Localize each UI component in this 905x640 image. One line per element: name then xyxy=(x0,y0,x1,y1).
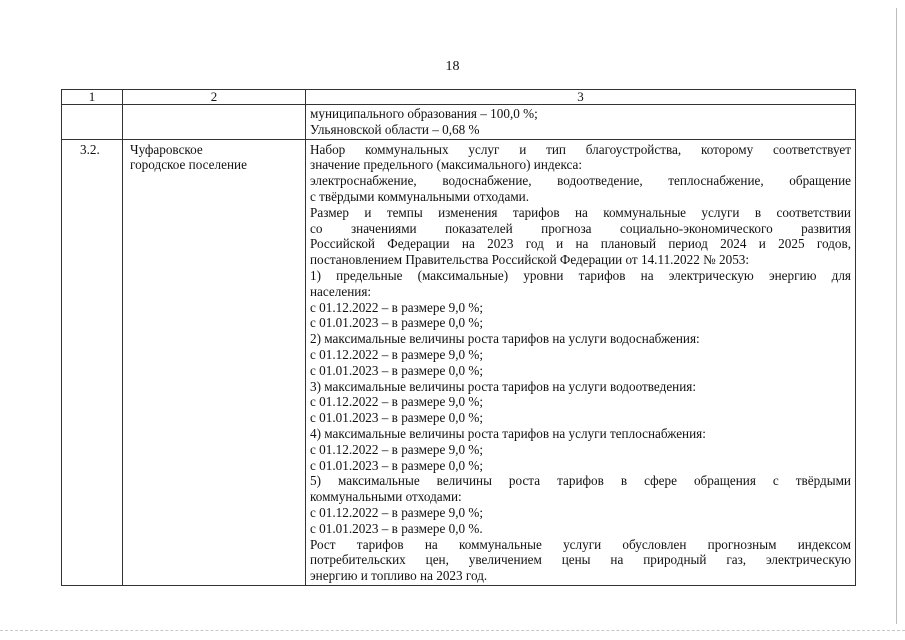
settlement-name-line: городское поселение xyxy=(130,157,247,173)
text-line: 2) максимальные величины роста тарифов на услуги водоснабжения: xyxy=(310,331,700,347)
text-line: 5) максимальные величины роста тарифов в сфере обращения с твёрдыми xyxy=(310,473,851,489)
text-line: коммунальными отходами: xyxy=(310,489,462,505)
text-line: Российской Федерации на 2023 год и на плановый период 2024 и 2025 годов, xyxy=(310,236,851,252)
text-line: 4) максимальные величины роста тарифов на услуги теплоснабжения: xyxy=(310,425,706,441)
text-line: населения: xyxy=(310,283,372,299)
table-row xyxy=(62,139,856,585)
continuation-text xyxy=(306,105,856,140)
text-line: с 01.12.2022 – в размере 9,0 %; xyxy=(310,441,484,457)
page-number: 18 xyxy=(445,59,460,74)
text-line: потребительских цен, увеличением цены на природный газ, электрическую xyxy=(310,552,851,568)
text-line: энергию и топливо на 2023 год. xyxy=(310,568,488,584)
text-line: Размер и темпы изменения тарифов на коммунальные услуги в соответствии xyxy=(310,204,851,220)
text-line: с твёрдыми коммунальными отходами. xyxy=(310,188,530,204)
scan-edge-right xyxy=(896,8,897,624)
table-header-row xyxy=(62,90,856,105)
text-line: Набор коммунальных услуг и тип благоустройства, которому соответствует xyxy=(310,141,851,157)
cell-empty-num xyxy=(62,105,123,140)
text-line: Рост тарифов на коммунальные услуги обусловлен прогнозным индексом xyxy=(310,536,851,552)
text-line: с 01.12.2022 – в размере 9,0 %; xyxy=(310,346,484,362)
scan-edge-bottom xyxy=(0,630,905,632)
text-line: с 01.01.2023 – в размере 0,0 %. xyxy=(310,520,483,536)
settlement-name-line: Чуфаровское xyxy=(130,141,203,157)
header-col-1: 1 xyxy=(62,90,123,105)
text-line: со значениями показателей прогноза социально-экономического развития xyxy=(310,220,851,236)
text-line: с 01.01.2023 – в размере 0,0 %; xyxy=(310,457,484,473)
text-line: с 01.12.2022 – в размере 9,0 %; xyxy=(310,394,484,410)
text-line: муниципального образования – 100,0 %; xyxy=(310,106,538,121)
header-col-3: 3 xyxy=(306,90,856,105)
text-line: значение предельного (максимального) индекса: xyxy=(310,157,583,173)
text-line: с 01.01.2023 – в размере 0,0 %; xyxy=(310,410,484,426)
text-line: с 01.01.2023 – в размере 0,0 %; xyxy=(310,362,484,378)
text-line: 3) максимальные величины роста тарифов на услуги водоотведения: xyxy=(310,378,697,394)
row-number: 3.2. xyxy=(62,139,123,585)
text-line: с 01.12.2022 – в размере 9,0 %; xyxy=(310,299,484,315)
cell-empty-name xyxy=(123,105,306,140)
text-line: с 01.12.2022 – в размере 9,0 %; xyxy=(310,504,484,520)
text-line: постановлением Правительства Российской Федерации от 14.11.2022 № 2053: xyxy=(310,252,750,268)
tariff-table xyxy=(61,89,856,586)
text-line: Ульяновской области – 0,68 % xyxy=(310,121,480,137)
text-line: 1) предельные (максимальные) уровни тарифов на электрическую энергию для xyxy=(310,267,851,283)
settlement-name xyxy=(123,139,306,585)
table-row-continuation xyxy=(62,105,856,140)
header-col-2: 2 xyxy=(123,90,306,105)
text-line: электроснабжение, водоснабжение, водоотведение, теплоснабжение, обращение xyxy=(310,173,851,189)
tariff-description xyxy=(306,139,856,585)
text-line: с 01.01.2023 – в размере 0,0 %; xyxy=(310,315,484,331)
